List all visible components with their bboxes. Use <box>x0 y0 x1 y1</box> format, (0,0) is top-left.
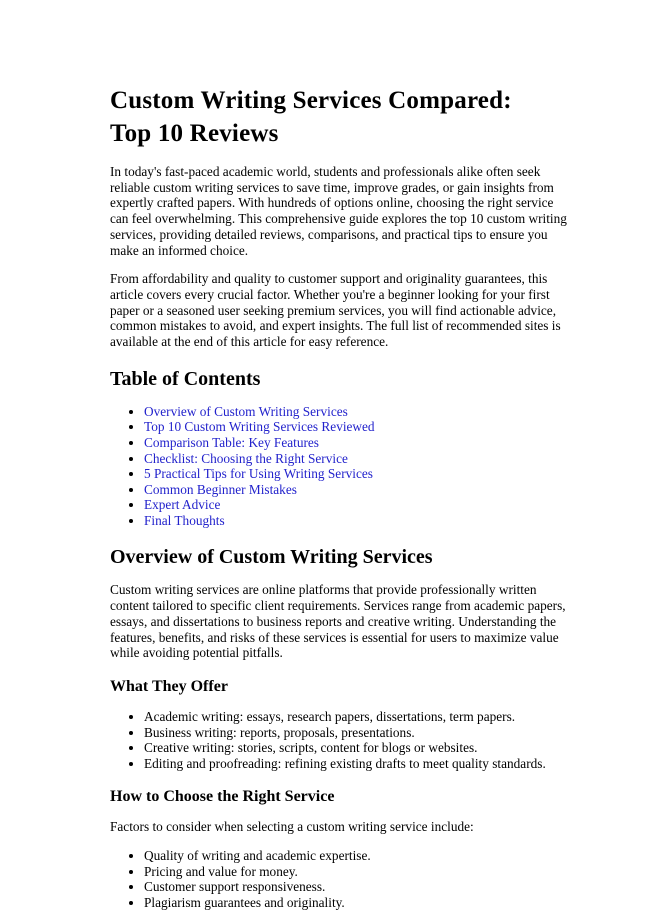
page-title-line-1: Custom Writing Services Compared: <box>110 87 512 114</box>
overview-paragraph: Custom writing services are online platforms that provide professionally written content tailored to specific client requirements. Services range from academic papers, essays, and dissertations to business reports and creative writing. Understanding the features, benefits, and risks of these services is essential for users to maximize value while avoiding potential pitfalls. <box>110 582 566 661</box>
toc-list <box>110 404 575 529</box>
how-to-choose-heading: How to Choose the Right Service <box>110 788 335 806</box>
intro-paragraph-1: In today's fast-paced academic world, students and professionals alike often seek reliable custom writing services to save time, improve grades, or gain insights from expertly crafted papers. With hundreds of options online, choosing the right service can feel overwhelming. This comprehensive guide explores the top 10 custom writing services, providing detailed reviews, comparisons, and practical tips to ensure you make an informed choice. <box>110 164 567 258</box>
toc-link-expert-advice[interactable]: Expert Advice <box>144 497 221 513</box>
toc-list-item <box>144 419 575 435</box>
list-item: • Quality of writing and academic expertise. <box>144 848 575 864</box>
list-item: • Creative writing: stories, scripts, content for blogs or websites. <box>144 740 575 756</box>
list-item: • Business writing: reports, proposals, presentations. <box>144 725 575 741</box>
list-item: • Academic writing: essays, research papers, dissertations, term papers. <box>144 709 575 725</box>
how-to-choose-list <box>110 848 575 910</box>
page-title-line-2: Top 10 Reviews <box>110 120 279 147</box>
what-they-offer-list <box>110 709 575 771</box>
toc-list-item <box>144 497 575 513</box>
intro-paragraph-2: From affordability and quality to customer support and originality guarantees, this article covers every crucial factor. Whether you're a beginner looking for your first paper or a seasoned user seeking premium services, you will find actionable advice, common mistakes to avoid, and expert insights. The full list of recommended sites is available at the end of this article for easy reference. <box>110 271 561 350</box>
toc-link-beginner-mistakes[interactable]: Common Beginner Mistakes <box>144 481 297 497</box>
overview-heading: Overview of Custom Writing Services <box>110 546 433 569</box>
list-item: • Plagiarism guarantees and originality. <box>144 895 575 911</box>
toc-link-top-10-reviewed[interactable]: Top 10 Custom Writing Services Reviewed <box>144 419 375 435</box>
toc-link-checklist[interactable]: Checklist: Choosing the Right Service <box>144 450 348 466</box>
toc-list-item <box>144 482 575 498</box>
toc-list-item <box>144 451 575 467</box>
how-to-choose-intro: Factors to consider when selecting a custom writing service include: <box>110 819 474 835</box>
toc-link-final-thoughts[interactable]: Final Thoughts <box>144 512 225 528</box>
toc-list-item <box>144 404 575 420</box>
page-title <box>110 84 575 150</box>
list-item: • Customer support responsiveness. <box>144 879 575 895</box>
toc-list-item <box>144 513 575 529</box>
toc-list-item <box>144 435 575 451</box>
toc-list-item <box>144 466 575 482</box>
toc-heading: Table of Contents <box>110 367 261 390</box>
toc-link-overview[interactable]: Overview of Custom Writing Services <box>144 403 348 419</box>
what-they-offer-heading: What They Offer <box>110 678 228 695</box>
toc-link-comparison-table[interactable]: Comparison Table: Key Features <box>144 434 319 450</box>
toc-link-practical-tips[interactable]: 5 Practical Tips for Using Writing Services <box>144 466 373 482</box>
list-item: • Pricing and value for money. <box>144 864 575 880</box>
list-item: • Editing and proofreading: refining existing drafts to meet quality standards. <box>144 756 575 772</box>
